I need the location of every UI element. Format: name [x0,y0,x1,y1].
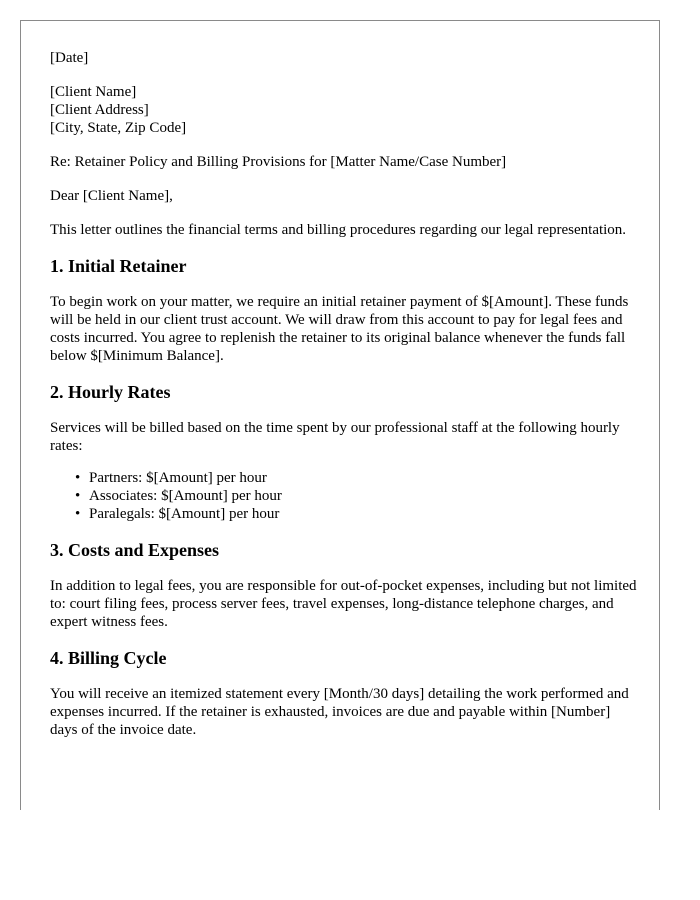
section-body-hourly-rates: Services will be billed based on the time spent by our professional staff at the following hourly rates: [50,420,620,454]
date-text: [Date] [50,50,89,66]
intro-paragraph: This letter outlines the financial terms and billing procedures regarding our legal representation. [50,222,627,238]
letter-page [20,20,660,810]
list-item-text: Associates: $[Amount] per hour [89,488,282,504]
subject-line: Re: Retainer Policy and Billing Provisions for [Matter Name/Case Number] [50,154,507,170]
list-item-paralegals-rate [75,505,640,523]
bullet-icon: • [75,506,81,522]
list-item-text: Paralegals: $[Amount] per hour [89,506,280,522]
recipient-address-block [50,83,640,137]
bullet-icon: • [75,488,81,504]
section-heading-costs-expenses: 3. Costs and Expenses [50,540,220,560]
section-body-initial-retainer: To begin work on your matter, we require an initial retainer payment of $[Amount]. These funds will be held in our client trust account. We will draw from this account to pay for legal fees and costs incurred. You agree to replenish the retainer to its original balance whenever the funds fall below $[Minimum Balance]. [50,294,629,364]
section-heading-hourly-rates: 2. Hourly Rates [50,382,171,402]
recipient-name: [Client Name] [50,84,137,100]
list-item-associates-rate [75,487,640,505]
list-item-text: Partners: $[Amount] per hour [89,470,267,486]
section-heading-initial-retainer: 1. Initial Retainer [50,256,187,276]
hourly-rates-list [50,469,640,523]
recipient-city-state-zip: [City, State, Zip Code] [50,120,187,136]
list-item-partners-rate [75,469,640,487]
letter-content [50,49,640,755]
recipient-address: [Client Address] [50,102,149,118]
section-heading-billing-cycle: 4. Billing Cycle [50,648,167,668]
date-line [50,49,640,67]
section-body-billing-cycle: You will receive an itemized statement every [Month/30 days] detailing the work performed and expenses incurred. If the retainer is exhausted, invoices are due and payable within [Number] days of the invoice date. [50,686,629,738]
section-body-costs-expenses: In addition to legal fees, you are responsible for out-of-pocket expenses, including but not limited to: court filing fees, process server fees, travel expenses, long-distance telephone charges, and expert witness fees. [50,578,637,630]
bullet-icon: • [75,470,81,486]
salutation: Dear [Client Name], [50,188,173,204]
